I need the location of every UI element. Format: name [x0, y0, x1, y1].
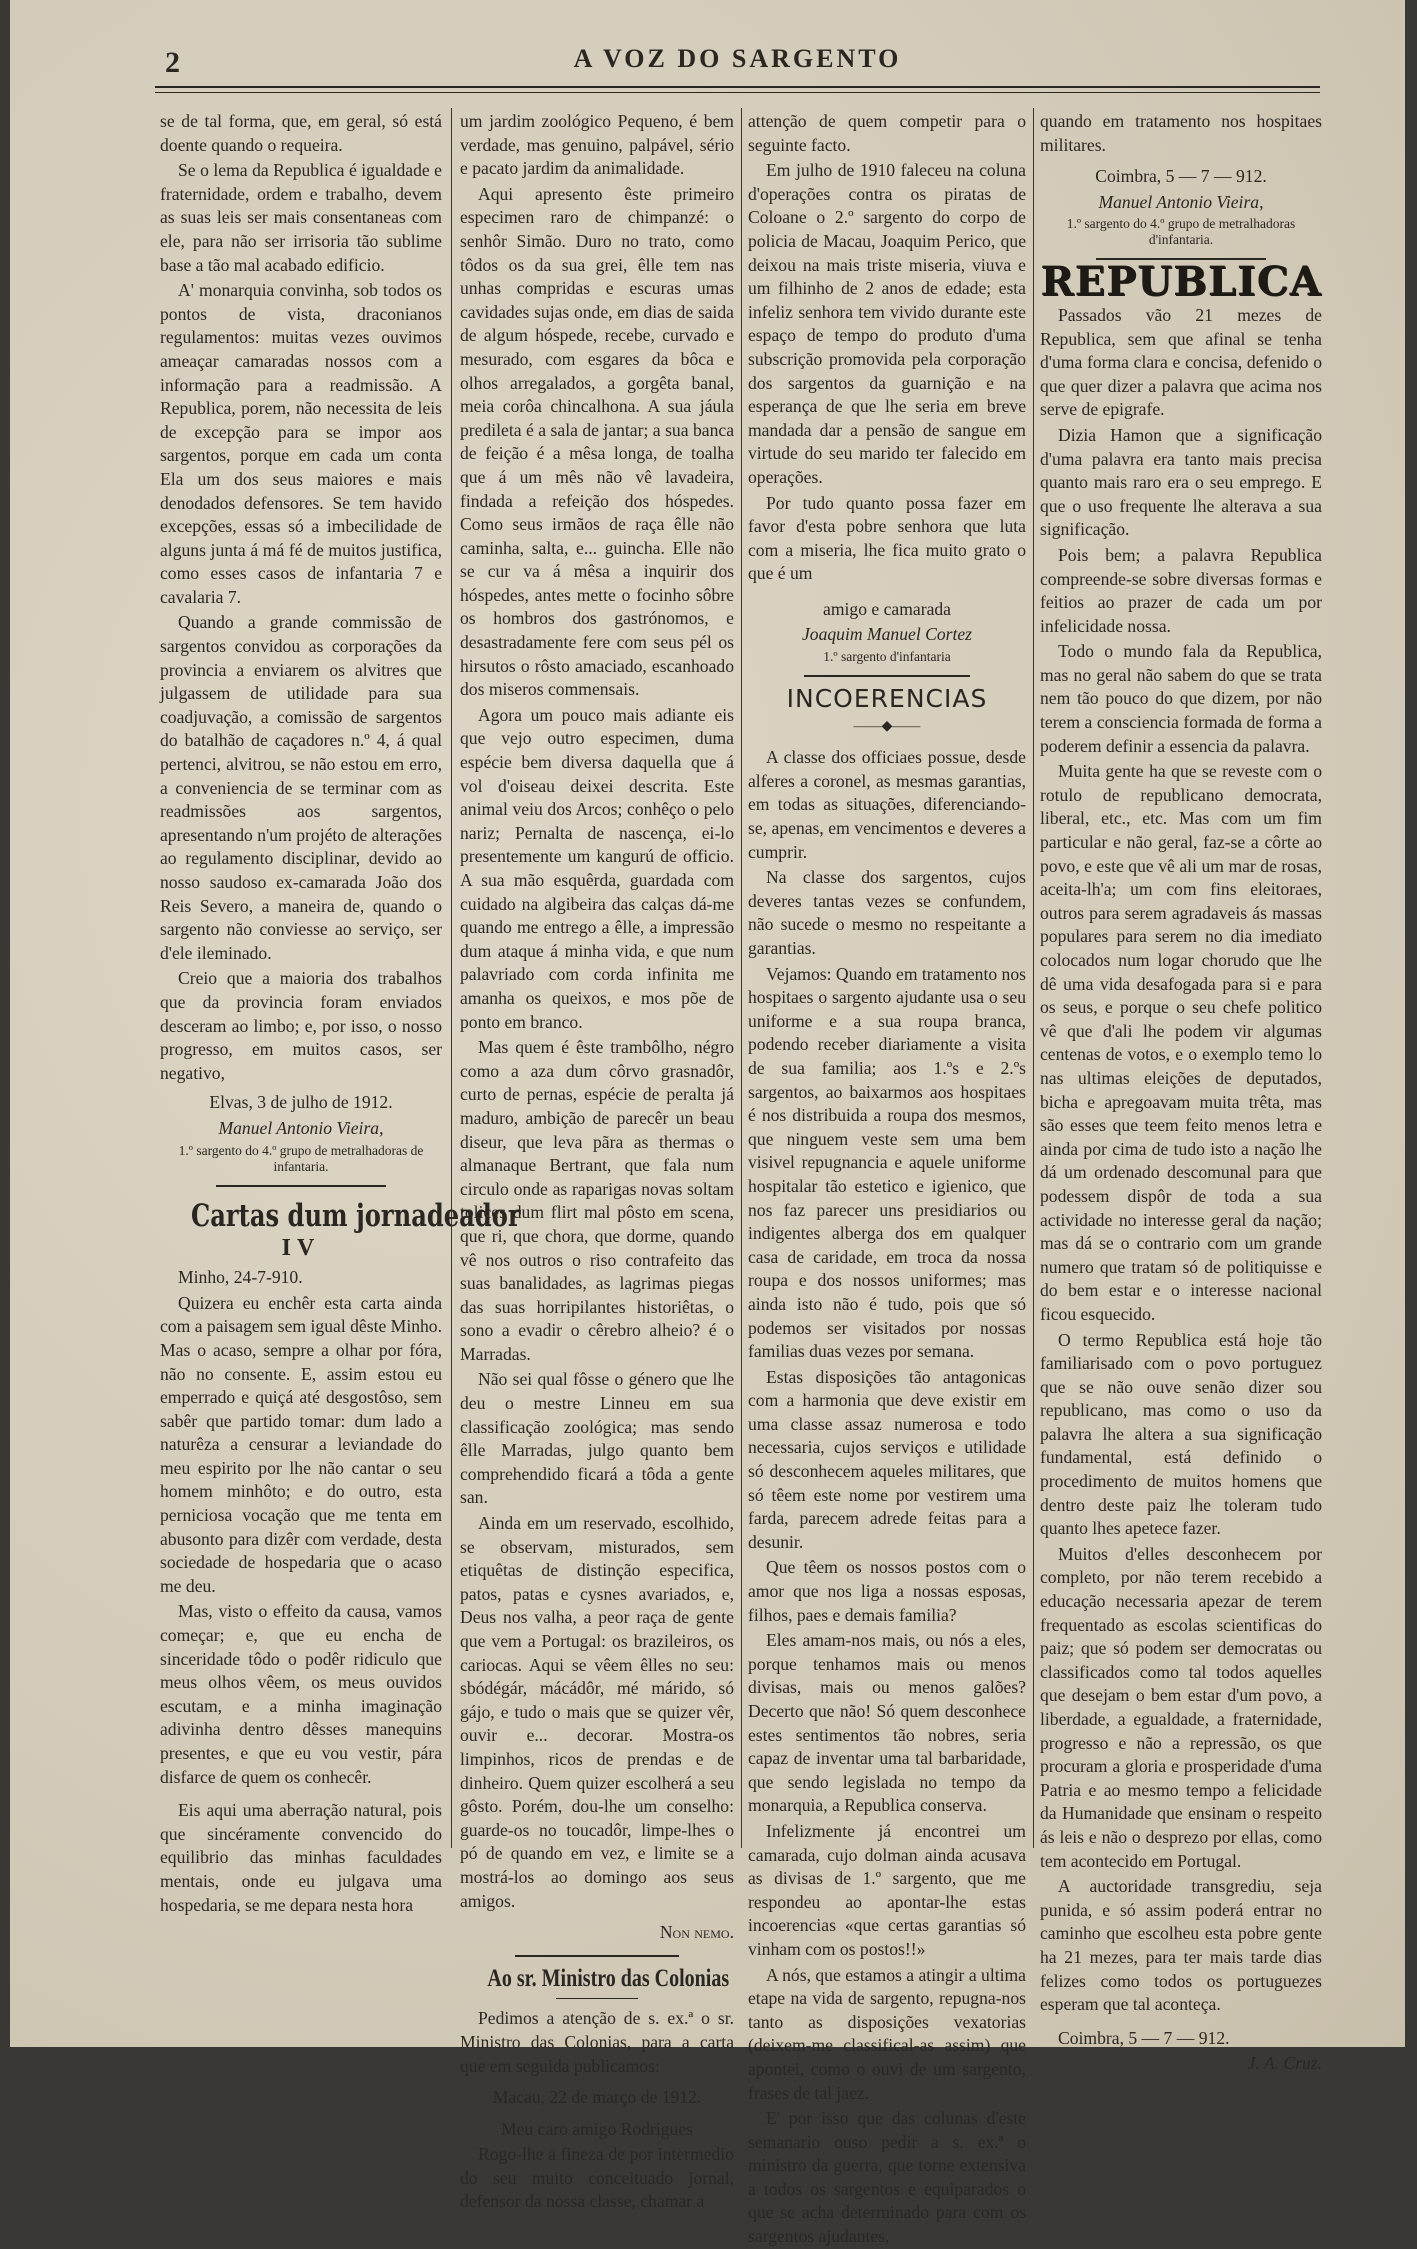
column-divider — [741, 108, 742, 1848]
paragraph: attenção de quem competir para o seguinte facto. — [748, 111, 1026, 155]
paragraph: Na classe dos sargentos, cujos deveres tantas vezes se confundem, não sucede o mesmo no respeitante a garantias. — [748, 867, 1026, 958]
author-signature: Joaquim Manuel Cortez — [801, 624, 973, 645]
article-number: IV — [281, 1234, 321, 1261]
column-1 — [160, 110, 521, 1915]
paragraph: A auctoridade transgrediu, seja punida, e só assim poderá entrar no caminho que escolheu esta pobre gente ha 21 mezes, para ter mais tarde dias felizes como todos os portuguezes esperam que tal aconteça. — [1040, 1876, 1322, 2015]
header-rule-thin — [155, 92, 1320, 93]
paragraph: Mas quem é êste trambôlho, négro como a aza dum côrvo grasnadôr, curto de pernas, espécie de peralta já maduro, ambição de parecêr un beau diseur, que leva pãra as thermas o almanaque Bertrant, que fala num circulo onde as raparigas novas soltam tolices dum flirt mal pôsto em scena, que ri, que chora, que dorme, quando vê nos outros o riso contrafeito das suas banalidades, as lagrimas piegas das suas horripilantes historiêtas, o sono a evadir o cêrebro alheio? é o Marradas. — [460, 1037, 734, 1364]
title-rule — [556, 1998, 638, 1999]
author-role: 1.º sargento d'infantaria — [823, 649, 951, 665]
paragraph: Dizia Hamon que a significação d'uma palavra era tanto mais precisa quanto mais raro era o seu emprego. E que o uso frequente lhe alterava a sua significação. — [1040, 424, 1322, 540]
paragraph: Agora um pouco mais adiante eis que vejo outro especimen, duma espécie bem diversa daquella que á vol d'oiseau deixei descrita. Este animal veiu dos Arcos; conhêço o pelo nariz; Pernalta de nascença, ei-lo presentemente um kangurú de officio. A sua mão esquêrda, guardada com cuidado na algibeira das calças dá-me quando me entrego a êlle, a impressão dum ataque á minha vida, e que num palavriado com corda infinita me amanha os queixos, e mos põe de ponto em branco. — [460, 704, 734, 1032]
author-signature: Manuel Antonio Vieira, — [218, 1117, 384, 1138]
paragraph: Não sei qual fôsse o género que lhe deu o mestre Linneu em sua classificação zoológica; mas sendo êlle Marradas, julgo quanto bem comprehendido ficará a tôda a gente san. — [460, 1369, 734, 1508]
paragraph: Eles amam-nos mais, ou nós a eles, porque tenhamos mais ou menos divisas, mais ou menos galões? Decerto que não! Só quem desconhece estes sentimentos tão nobres, seria capaz de inventar uma tal barbaridade, que sendo legislada no tempo da monarquia, a Republica conserva. — [748, 1630, 1026, 1816]
paragraph: Creio que a maioria dos trabalhos que da provincia foram enviados desceram ao limbo; e, por isso, o nosso progresso, em muitos casos, ser negativo, — [160, 968, 442, 1083]
dateline: Elvas, 3 de julho de 1912. — [209, 1092, 393, 1113]
column-2 — [460, 110, 734, 2212]
paragraph: A' monarquia convinha, sob todos os pontos de vista, draconianos regulamentos: muitas vezes ouvimos ameaçar camaradas nossos com a informação para a readmissão. A Republica, porem, não necessita de leis de excepção para se impor aos sargentos, porque em cada um conta Ela um dos seus maiores e mais denodados defensores. Se tem havido excepções, essas só a imbecilidade de alguns junta á má fé de muitos justifica, como esses casos de infantaria 7 e cavalaria 7. — [160, 280, 442, 607]
author-role: 1.º sargento do 4.º grupo de metralhadoras de infantaria. — [178, 1142, 424, 1174]
paragraph: um jardim zoológico Pequeno, é bem verdade, mas genuino, palpável, sério e pacato jardim da animalidade. — [460, 111, 734, 179]
dateline: Coimbra, 5 — 7 — 912. — [1095, 166, 1267, 187]
paragraph: Se o lema da Republica é igualdade e fraternidade, ordem e trabalho, devem as suas leis ser mais consentaneas com ele, para não ser irrisoria tão sublime base a tão mal acabado edificio. — [160, 160, 442, 275]
paragraph: Rogo-lhe a fineza de por intermedio do seu muito conceituado jornal, defensor da nossa classe, chamar a — [460, 2144, 734, 2212]
article-title: REPUBLICA — [1040, 258, 1322, 306]
paragraph: Todo o mundo fala da Republica, mas no geral não sabem do que se trata nem tão pouco do que dizem, por não terem a consciencia formada de forma a poderem definir a essencia da palavra. — [1040, 641, 1322, 756]
paragraph: Pedimos a atenção de s. ex.ª o sr. Ministro das Colonias, para a carta que em seguida publicamos: — [460, 2008, 734, 2076]
paragraph: Infelizmente já encontrei um camarada, cujo dolman ainda acusava as divisas de 1.º sargento, que me respondeu ao apontar-lhe estas incoerencias «que certas garantias só vinham com os postos!!» — [748, 1820, 1026, 1959]
paragraph: Vejamos: Quando em tratamento nos hospitaes o sargento ajudante usa o seu uniforme e a sua roupa branca, podendo receber diariamente a visita de sua familia; aos 1.ºs e 2.ºs sargentos, ao baixarmos aos hospitaes é nos distribuida a roupa dos mesmos, que ninguem veste sem uma bem visivel repugnancia e aquele uniforme hospitalar tão estetico e igienico, que nos faz parecer uns presidiarios ou indigentes alberga dos em qualquer casa de caridade, em troca da nossa roupa e dos nossos uniformes; mas ainda isto não é tudo, pois que só podemos ser visitados por nossas familias duas vezes por semana. — [748, 963, 1026, 1362]
article-title: INCOERENCIAS — [786, 684, 988, 714]
paragraph: A nós, que estamos a atingir a ultima etape na vida de sargento, repugna-nos tanto as disposições vexatorias (deixem-me classifical-as assim) que apontei, como o ouvi de um sargento, frases de tal jaez. — [748, 1964, 1026, 2103]
column-4 — [1040, 110, 1322, 2074]
paragraph: Pois bem; a palavra Republica compreende-se sobre diversas formas e feitios ao prazer de cada um por infelicidade nossa. — [1040, 544, 1322, 636]
paragraph: E' por isso que das colunas d'este semanario ouso pedir a s. ex.ª o ministro da guerra, que torne extensiva a todos os sargentos e equiparados o que se acha determinado para com os sargentos ajudantes, — [748, 2108, 1026, 2247]
article-separator — [804, 675, 971, 677]
column-divider — [1033, 108, 1034, 1848]
page-header — [155, 40, 1320, 95]
ornament-icon: ——◆—— — [853, 718, 921, 734]
paragraph: O termo Republica está hoje tão familiarisado com o povo portuguez que se não ouve senão dizer sou republicano, mas como o uso da palavra lhe altera a sua significação fundamental, está definido o procedimento de muitos homens que dentro deste paiz lhe toleram tudo quanto lhes apetece fazer. — [1040, 1329, 1322, 1539]
article-title: Cartas dum jornadeador — [191, 1197, 521, 1234]
paragraph: Em julho de 1910 faleceu na coluna d'operações contra os piratas de Coloane o 2.º sargento do corpo de policia de Macau, Joaquim Perico, que deixou na mais triste miseria, viuva e um filhinho de 2 anos de edade; esta infeliz senhora tem vivido durante este espaço de tempo do produto d'uma subscrição promovida pela corporação dos sargentos da guarnição e na esperança de que lhe seria em breve mandada dar a pensão de sangue em virtude do seu marido ter falecido em operações. — [748, 160, 1026, 487]
dateline: Coimbra, 5 — 7 — 912. — [1058, 2027, 1230, 2048]
author-signature: Non nemo. — [659, 1922, 734, 1943]
article-title: Ao sr. Ministro das Colonias — [487, 1964, 730, 1992]
paragraph: Muita gente ha que se reveste com o rotulo de republicano democrata, liberal, etc., etc. Mas com um fim particular e não geral, faz-se a côrte ao povo, e este que vê ali um mar de rosas, aceita-lh'a; um com fins eleitoraes, outros para serem agradaveis ás massas populares para serem no dia imediato colocados num logar chorudo que lhe dê uma vida desafogada para si e para os seus, e porque o seu chefe politico vê que d'ali lhe podem vir algumas centenas de votos, e o exemplo temo lo nas ultimas eleições de deputados, bicha e apregoavam muita trêta, mas são esses que teem feito menos letra e ainda por cima de tudo isto a nação lhe dá um ordenado descomunal para que podessem dispôr de toda a sua actividade no interesse geral da nação; mas dá se o contrario com um grande numero que tratam só de politiquisse e do bem estar e o interesse nacional ficou esquecido. — [1040, 761, 1322, 1324]
article-separator — [515, 1955, 679, 1957]
dateline: Minho, 24-7-910. — [178, 1267, 303, 1288]
author-signature: J. A. Cruz. — [1247, 2053, 1322, 2074]
masthead: A VOZ DO SARGENTO — [573, 44, 902, 73]
paragraph: Por tudo quanto possa fazer em favor d'esta pobre senhora que luta com a miseria, lhe fica muito grato o que é um — [748, 492, 1026, 584]
author-signature: Manuel Antonio Vieira, — [1098, 191, 1264, 212]
paragraph: Muitos d'elles desconhecem por completo, por não terem recebido a educação necessaria apezar de terem frequentado as escolas scientificas do paiz; que só podem ser democratas ou classificados como tal todos aquelles que desejam o bem estar d'um povo, a liberdade, a egualdade, a fraternidade, progresso e não a repressão, os que procuram a gloria e prosperidade d'uma Patria e ao mesmo tempo a felicidade da Humanidade que ensinam o respeito ás leis e não o desprezo por ellas, como tem acontecido em Portugal. — [1040, 1543, 1322, 1871]
paragraph: Aqui apresento êste primeiro especimen raro de chimpanzé: o senhôr Simão. Duro no trato, como tôdos os da sua grei, êlle tem nas unhas compridas e escuras umas cavidades sujas onde, em dias de saida de algum hóspede, recebe, curvado e mesurado, com esgares da bôca e olhos arregalados, a gorgêta banal, meia corôa chincalhona. A sua jáula predileta é a sala de jantar; a sua banca de feição é a mêsa longa, de toalha que á um mês não vê lavadeira, findada a refeição dos hóspedes. Como seus irmãos de raça êlle não caminha, salta, e... guincha. Elle não se cur va á mêsa a inquirir dos hóspedes, antes mette o focinho sôbre os hombros dos gastrónomos, e desastradamente fere com seus pél os hirsutos o rôsto amaciado, escanhoado dos miseros commensais. — [460, 183, 734, 700]
article-separator — [216, 1185, 385, 1187]
paragraph: Estas disposições tão antagonicas com a harmonia que deve existir em uma classe assaz numerosa e todo necessaria, cujos serviços e utilidade só desconhecem aqueles militares, que só têem este nome por vestirem uma farda, parecem adrede feitas para a desunir. — [748, 1366, 1026, 1552]
letter-salutation: Meu caro amigo Rodrigues — [500, 2118, 694, 2139]
letter-closing: amigo e camarada — [823, 598, 951, 619]
paragraph: Mas, visto o effeito da causa, vamos começar; e, que eu encha de sinceridade tôdo o podêr ridiculo que meus olhos vêem, os meus ouvidos escutam, e a minha imaginação adivinha dentro dêsses manequins presentes, e que eu vou vestir, pára disfarce de quem os conhecêr. — [160, 1601, 442, 1787]
paragraph: Passados vão 21 mezes de Republica, sem que afinal se tenha d'uma forma clara e concisa, defenido o que quer dizer a palavra que acima nos serve de epigrafe. — [1040, 304, 1322, 420]
page-number: 2 — [165, 46, 180, 79]
author-role: 1.º sargento do 4.º grupo de metralhadoras d'infantaria. — [1066, 216, 1296, 248]
column-divider — [451, 108, 452, 1848]
column-3 — [748, 110, 1026, 2247]
paragraph: Quando a grande commissão de sargentos convidou as corporações da provincia a enviarem os alvitres que julgassem de utilidade para sua coadjuvação, a comissão de sargentos do batalhão de caçadores n.º 4, á qual pertenci, alvitrou, se não estou em erro, a conveniencia de se terminar com as readmissões aos sargentos, apresentando n'um projéto de alterações ao regulamento disciplinar, devido ao nosso saudoso ex-camarada João dos Reis Severo, a maneira de, quando o sargento não conviesse ao serviço, ser d'ele ileminado. — [160, 612, 442, 963]
paragraph: A classe dos officiaes possue, desde alferes a coronel, as mesmas garantias, em todas as situações, diferenciando-se, apenas, em vencimentos e deveres a cumprir. — [748, 747, 1026, 862]
paragraph: se de tal forma, que, em geral, só está doente quando o requeira. — [160, 111, 442, 155]
paragraph: Ainda em um reservado, escolhido, se observam, misturados, sem etiquêtas de distinção especifica, patos, patas e cysnes avariados, e, Deus nos valha, a peor raça de gente que vem a Portugal: os brazileiros, os cariocas. Aqui se vêem êlles no seu: sbódégár, mácádôr, mé márido, só gájo, e tudo o mais que se quizer vêr, ouvir e... decorar. Mostra-os limpinhos, ricos de prendas e de dinheiro. Quem quizer escolherá a seu gôsto. Porém, dou-lhe um conselho: guarde-os no toucadôr, limpe-lhes o pó de quando em vez, e limite se a mostrá-los ao domingo aos seus amigos. — [460, 1513, 734, 1911]
paragraph: Quizera eu enchêr esta carta ainda com a paisagem sem igual dêste Minho. Mas o acaso, sempre a olhar por fóra, não no consente. E, assim estou eu emperrado e quiçá até desgostôso, sem sabêr que partido tomar: dum lado a naturêza a censurar a leviandade do meu espirito por lhe não cantar o seu homem minhôto; e do outro, esta perniciosa vocação que me tenta em abusonto para dizêr com verdade, desta sociedade de hospedaria que o acaso me deu. — [160, 1292, 442, 1596]
letter-date: Macau, 22 de março de 1912. — [492, 2087, 702, 2108]
paragraph: Que têem os nossos postos com o amor que nos liga a nossas esposas, filhos, paes e demais familia? — [748, 1557, 1026, 1625]
header-rule — [155, 86, 1320, 88]
paragraph: quando em tratamento nos hospitaes militares. — [1040, 111, 1322, 155]
newspaper-page — [10, 0, 1405, 2247]
paragraph: Eis aqui uma aberração natural, pois que sincéramente convencido do equilibrio das minhas faculdades mentais, onde eu julgava uma hospedaria, se me depara nesta hora — [160, 1800, 442, 1915]
